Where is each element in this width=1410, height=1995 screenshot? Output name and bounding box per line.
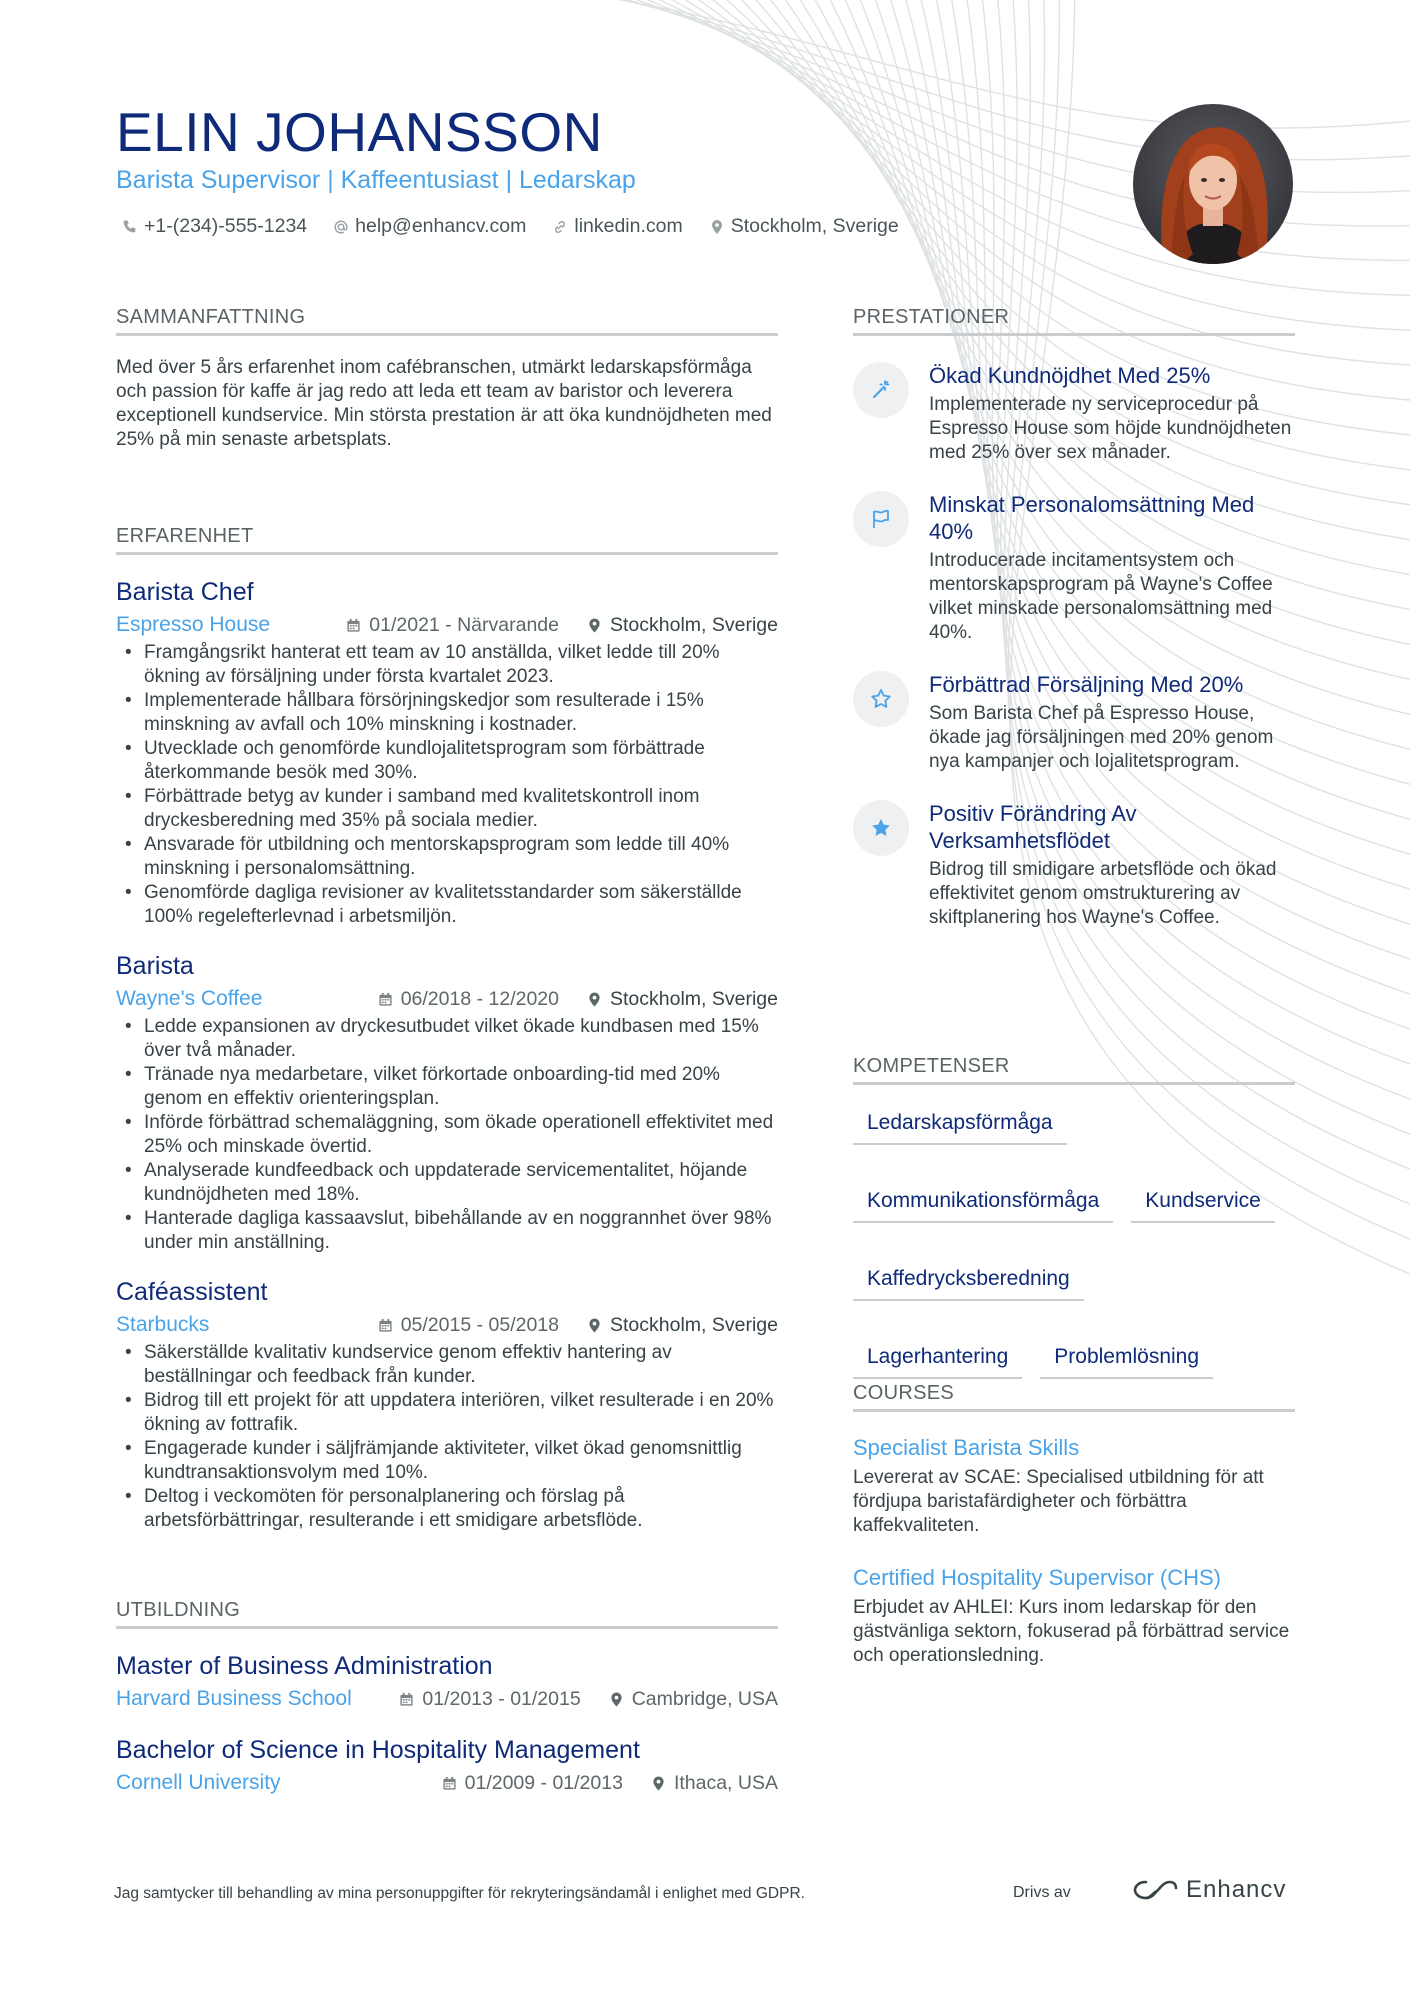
brand-logo[interactable]	[1132, 1876, 1286, 1904]
calendar-icon	[378, 1318, 393, 1333]
bullet-item: • Säkerställde kvalitativ kundservice genom effektiv hantering av beställningar och feedback från kunder.	[116, 1341, 778, 1389]
course-description: Levererat av SCAE: Specialised utbildning för att fördjupa baristafärdigheter och förbättra kaffekvaliteten.	[853, 1467, 1264, 1536]
job-bullets	[116, 641, 778, 929]
bullet-item: • Ansvarade för utbildning och mentorskapsprogram som ledde till 40% minskning i personalomsättning.	[116, 833, 778, 881]
job-title: Barista Chef	[116, 578, 254, 606]
bullet-item: • Deltog i veckomöten för personalplanering och förslag på arbetsförbättringar, resulterande i ett smidigare arbetsflöde.	[116, 1485, 778, 1533]
gdpr-consent: Jag samtycker till behandling av mina personuppgifter för rekryteringsändamål i enlighet med GDPR.	[114, 1885, 805, 1902]
achievement-description: Som Barista Chef på Espresso House, ökade jag försäljningen med 20% genom nya kampanjer och lojalitetsprogram.	[929, 703, 1274, 772]
achievement-title: Minskat Personalomsättning Med 40%	[929, 492, 1255, 544]
school-name: Cornell University	[116, 1771, 281, 1794]
location-text: Stockholm, Sverige	[610, 987, 778, 1010]
dates-text: 05/2015 - 05/2018	[400, 1313, 559, 1336]
job-location	[587, 988, 778, 1011]
achievement-item	[853, 362, 1295, 465]
phone-icon	[122, 219, 138, 235]
achievement-description: Introducerade incitamentsystem och mentorskapsprogram på Wayne's Coffee vilket minskade personalomsättning med 40%.	[929, 550, 1273, 643]
skill-tag: Problemlösning	[1040, 1345, 1213, 1379]
experience-heading: ERFARENHET	[116, 525, 778, 555]
location-text: Ithaca, USA	[673, 1771, 778, 1794]
dates-text: 01/2021 - Närvarande	[369, 613, 559, 636]
skills-heading: KOMPETENSER	[853, 1055, 1295, 1085]
education-location	[651, 1772, 778, 1795]
map-pin-icon	[587, 992, 602, 1007]
phone-number[interactable]: +1-(234)-555-1234	[144, 215, 308, 237]
job-dates	[346, 614, 559, 637]
candidate-name: ELIN JOHANSSON	[116, 101, 603, 163]
achievement-body	[929, 800, 1295, 930]
job-bullets	[116, 1015, 778, 1255]
magic-wand-icon	[853, 362, 909, 418]
company-name: Starbucks	[116, 1313, 210, 1336]
map-pin-icon	[709, 219, 725, 235]
course-description: Erbjudet av AHLEI: Kurs inom ledarskap för den gästvänliga sektorn, fokuserad på förbättrad service och operationsledning.	[853, 1597, 1290, 1666]
job-entry	[116, 1277, 778, 1533]
achievement-body	[929, 491, 1295, 645]
course-title[interactable]: Certified Hospitality Supervisor (CHS)	[853, 1565, 1221, 1590]
location-text: Stockholm, Sverige	[730, 215, 899, 237]
skill-tag: Ledarskapsförmåga	[853, 1111, 1067, 1145]
education-location	[609, 1688, 778, 1711]
contact-website	[552, 215, 682, 238]
wave-line	[654, 0, 1410, 331]
job-dates	[378, 988, 559, 1011]
bullet-item: • Införde förbättrad schemaläggning, som ökade operationell effektivitet med 25% och minskade övertid.	[116, 1111, 778, 1159]
achievement-description: Bidrog till smidigare arbetsflöde och ökad effektivitet genom omstrukturering av skiftplanering hos Wayne's Coffee.	[929, 859, 1277, 928]
website-link[interactable]: linkedin.com	[574, 215, 683, 237]
calendar-icon	[442, 1776, 457, 1791]
bullet-item: • Implementerade hållbara försörjningskedjor som resulterade i 15% minskning av avfall och 10% minskning i kostnader.	[116, 689, 778, 737]
achievement-item	[853, 491, 1295, 645]
job-title: Barista	[116, 952, 194, 980]
experience-list	[116, 577, 778, 1533]
degree-title: Master of Business Administration	[116, 1652, 493, 1680]
courses-list	[853, 1434, 1295, 1668]
dates-text: 01/2009 - 01/2013	[464, 1771, 623, 1794]
bullet-item: • Hanterade dagliga kassaavslut, bibehållande av en noggrannhet över 98% under min anställning.	[116, 1207, 778, 1255]
bullet-item: • Analyserade kundfeedback och uppdaterade servicementalitet, höjande kundnöjdheten med 18%.	[116, 1159, 778, 1207]
link-icon	[552, 219, 568, 235]
achievements-section	[853, 306, 1295, 956]
company-name: Wayne's Coffee	[116, 987, 263, 1010]
skills-section	[853, 1055, 1295, 1379]
job-meta	[116, 613, 778, 637]
map-pin-icon	[651, 1776, 666, 1791]
courses-section	[853, 1382, 1295, 1694]
enhancv-logo-icon	[1132, 1878, 1178, 1902]
summary-heading: SAMMANFATTNING	[116, 306, 778, 336]
calendar-icon	[346, 618, 361, 633]
star-outline-icon	[853, 671, 909, 727]
skill-tag: Kommunikationsförmåga	[853, 1189, 1113, 1223]
location-text: Stockholm, Sverige	[610, 1313, 778, 1336]
powered-by-label: Drivs av	[1013, 1884, 1071, 1901]
achievement-body	[929, 671, 1295, 774]
bullet-item: • Framgångsrikt hanterat ett team av 10 anställda, vilket ledde till 20% ökning av försäljning under första kvartalet 2023.	[116, 641, 778, 689]
education-section	[116, 1599, 778, 1819]
achievement-title: Förbättrad Försäljning Med 20%	[929, 672, 1244, 697]
degree-title: Bachelor of Science in Hospitality Management	[116, 1736, 640, 1764]
map-pin-icon	[609, 1692, 624, 1707]
bullet-item: • Genomförde dagliga revisioner av kvalitetsstandarder som säkerställde 100% regelefterlevnad i arbetsmiljön.	[116, 881, 778, 929]
job-entry	[116, 577, 778, 929]
calendar-icon	[399, 1692, 414, 1707]
email-address[interactable]: help@enhancv.com	[355, 215, 527, 237]
star-filled-icon	[853, 800, 909, 856]
bullet-item: • Engagerade kunder i säljfrämjande aktiviteter, vilket ökad genomsnittlig kundtransaktionsvolym med 10%.	[116, 1437, 778, 1485]
calendar-icon	[378, 992, 393, 1007]
brand-name: Enhancv	[1186, 1876, 1287, 1903]
skill-tag: Kaffedrycksberedning	[853, 1267, 1084, 1301]
achievement-body	[929, 362, 1295, 465]
course-entry	[853, 1564, 1295, 1668]
skills-list	[853, 1111, 1295, 1379]
education-meta	[116, 1771, 778, 1795]
skill-tag: Kundservice	[1131, 1189, 1275, 1223]
courses-heading: COURSES	[853, 1382, 1295, 1412]
wave-line	[638, 0, 1410, 296]
dates-text: 06/2018 - 12/2020	[400, 987, 559, 1010]
education-dates	[399, 1688, 580, 1711]
bullet-item: • Utvecklade och genomförde kundlojalitetsprogram som förbättrade återkommande besök med 30%.	[116, 737, 778, 785]
job-title: Caféassistent	[116, 1278, 268, 1306]
skill-tag: Lagerhantering	[853, 1345, 1022, 1379]
bullet-item: • Tränade nya medarbetare, vilket förkortade onboarding-tid med 20% genom en effektiv orienteringsplan.	[116, 1063, 778, 1111]
education-list	[116, 1651, 778, 1795]
achievement-item	[853, 800, 1295, 930]
achievement-title: Positiv Förändring Av Verksamhetsflödet	[929, 801, 1137, 853]
bullet-item: • Förbättrade betyg av kunder i samband med kvalitetskontroll inom dryckesberedning med 35% på sociala medier.	[116, 785, 778, 833]
education-entry	[116, 1735, 778, 1795]
bullet-item: • Bidrog till ett projekt för att uppdatera interiören, vilket resulterade i en 20% ökning av fottrafik.	[116, 1389, 778, 1437]
school-name: Harvard Business School	[116, 1687, 352, 1710]
location-text: Cambridge, USA	[631, 1687, 778, 1710]
avatar	[1133, 104, 1293, 264]
education-entry	[116, 1651, 778, 1711]
company-name: Espresso House	[116, 613, 271, 636]
wave-line	[576, 0, 1410, 160]
flag-icon	[853, 491, 909, 547]
contact-phone	[122, 215, 307, 238]
bullet-item: • Ledde expansionen av dryckesutbudet vilket ökade kundbasen med 15% över två månader.	[116, 1015, 778, 1063]
course-entry	[853, 1434, 1295, 1538]
experience-section	[116, 525, 778, 1555]
education-meta	[116, 1687, 778, 1711]
job-entry	[116, 951, 778, 1255]
achievement-description: Implementerade ny serviceprocedur på Espresso House som höjde kundnöjdheten med 25% över sex månader.	[929, 394, 1292, 463]
at-sign-icon	[333, 219, 349, 235]
map-pin-icon	[587, 1318, 602, 1333]
candidate-tagline: Barista Supervisor | Kaffeentusiast | Ledarskap	[116, 166, 636, 194]
job-meta	[116, 987, 778, 1011]
profile-photo	[1133, 104, 1293, 264]
wave-line	[560, 0, 1410, 128]
achievement-title: Ökad Kundnöjdhet Med 25%	[929, 363, 1211, 388]
job-dates	[378, 1314, 559, 1337]
summary-text: Med över 5 års erfarenhet inom cafébranschen, utmärkt ledarskapsförmåga och passion för kaffe är jag redo att leda ett team av baristor och leverera exceptionell kundservice. Min största prestation är att öka kundnöjdheten med 25% på min senaste arbetsplats.	[116, 357, 772, 450]
location-text: Stockholm, Sverige	[610, 613, 778, 636]
achievement-item	[853, 671, 1295, 774]
education-dates	[442, 1772, 623, 1795]
education-heading: UTBILDNING	[116, 1599, 778, 1629]
contact-email	[333, 215, 526, 238]
job-location	[587, 1314, 778, 1337]
job-meta	[116, 1313, 778, 1337]
course-title[interactable]: Specialist Barista Skills	[853, 1435, 1080, 1460]
contact-info	[122, 215, 899, 238]
job-bullets	[116, 1341, 778, 1533]
achievements-heading: PRESTATIONER	[853, 306, 1295, 336]
dates-text: 01/2013 - 01/2015	[422, 1687, 581, 1710]
summary-section	[116, 306, 778, 452]
achievements-list	[853, 362, 1295, 930]
job-location	[587, 614, 778, 637]
contact-location	[709, 215, 899, 238]
map-pin-icon	[587, 618, 602, 633]
